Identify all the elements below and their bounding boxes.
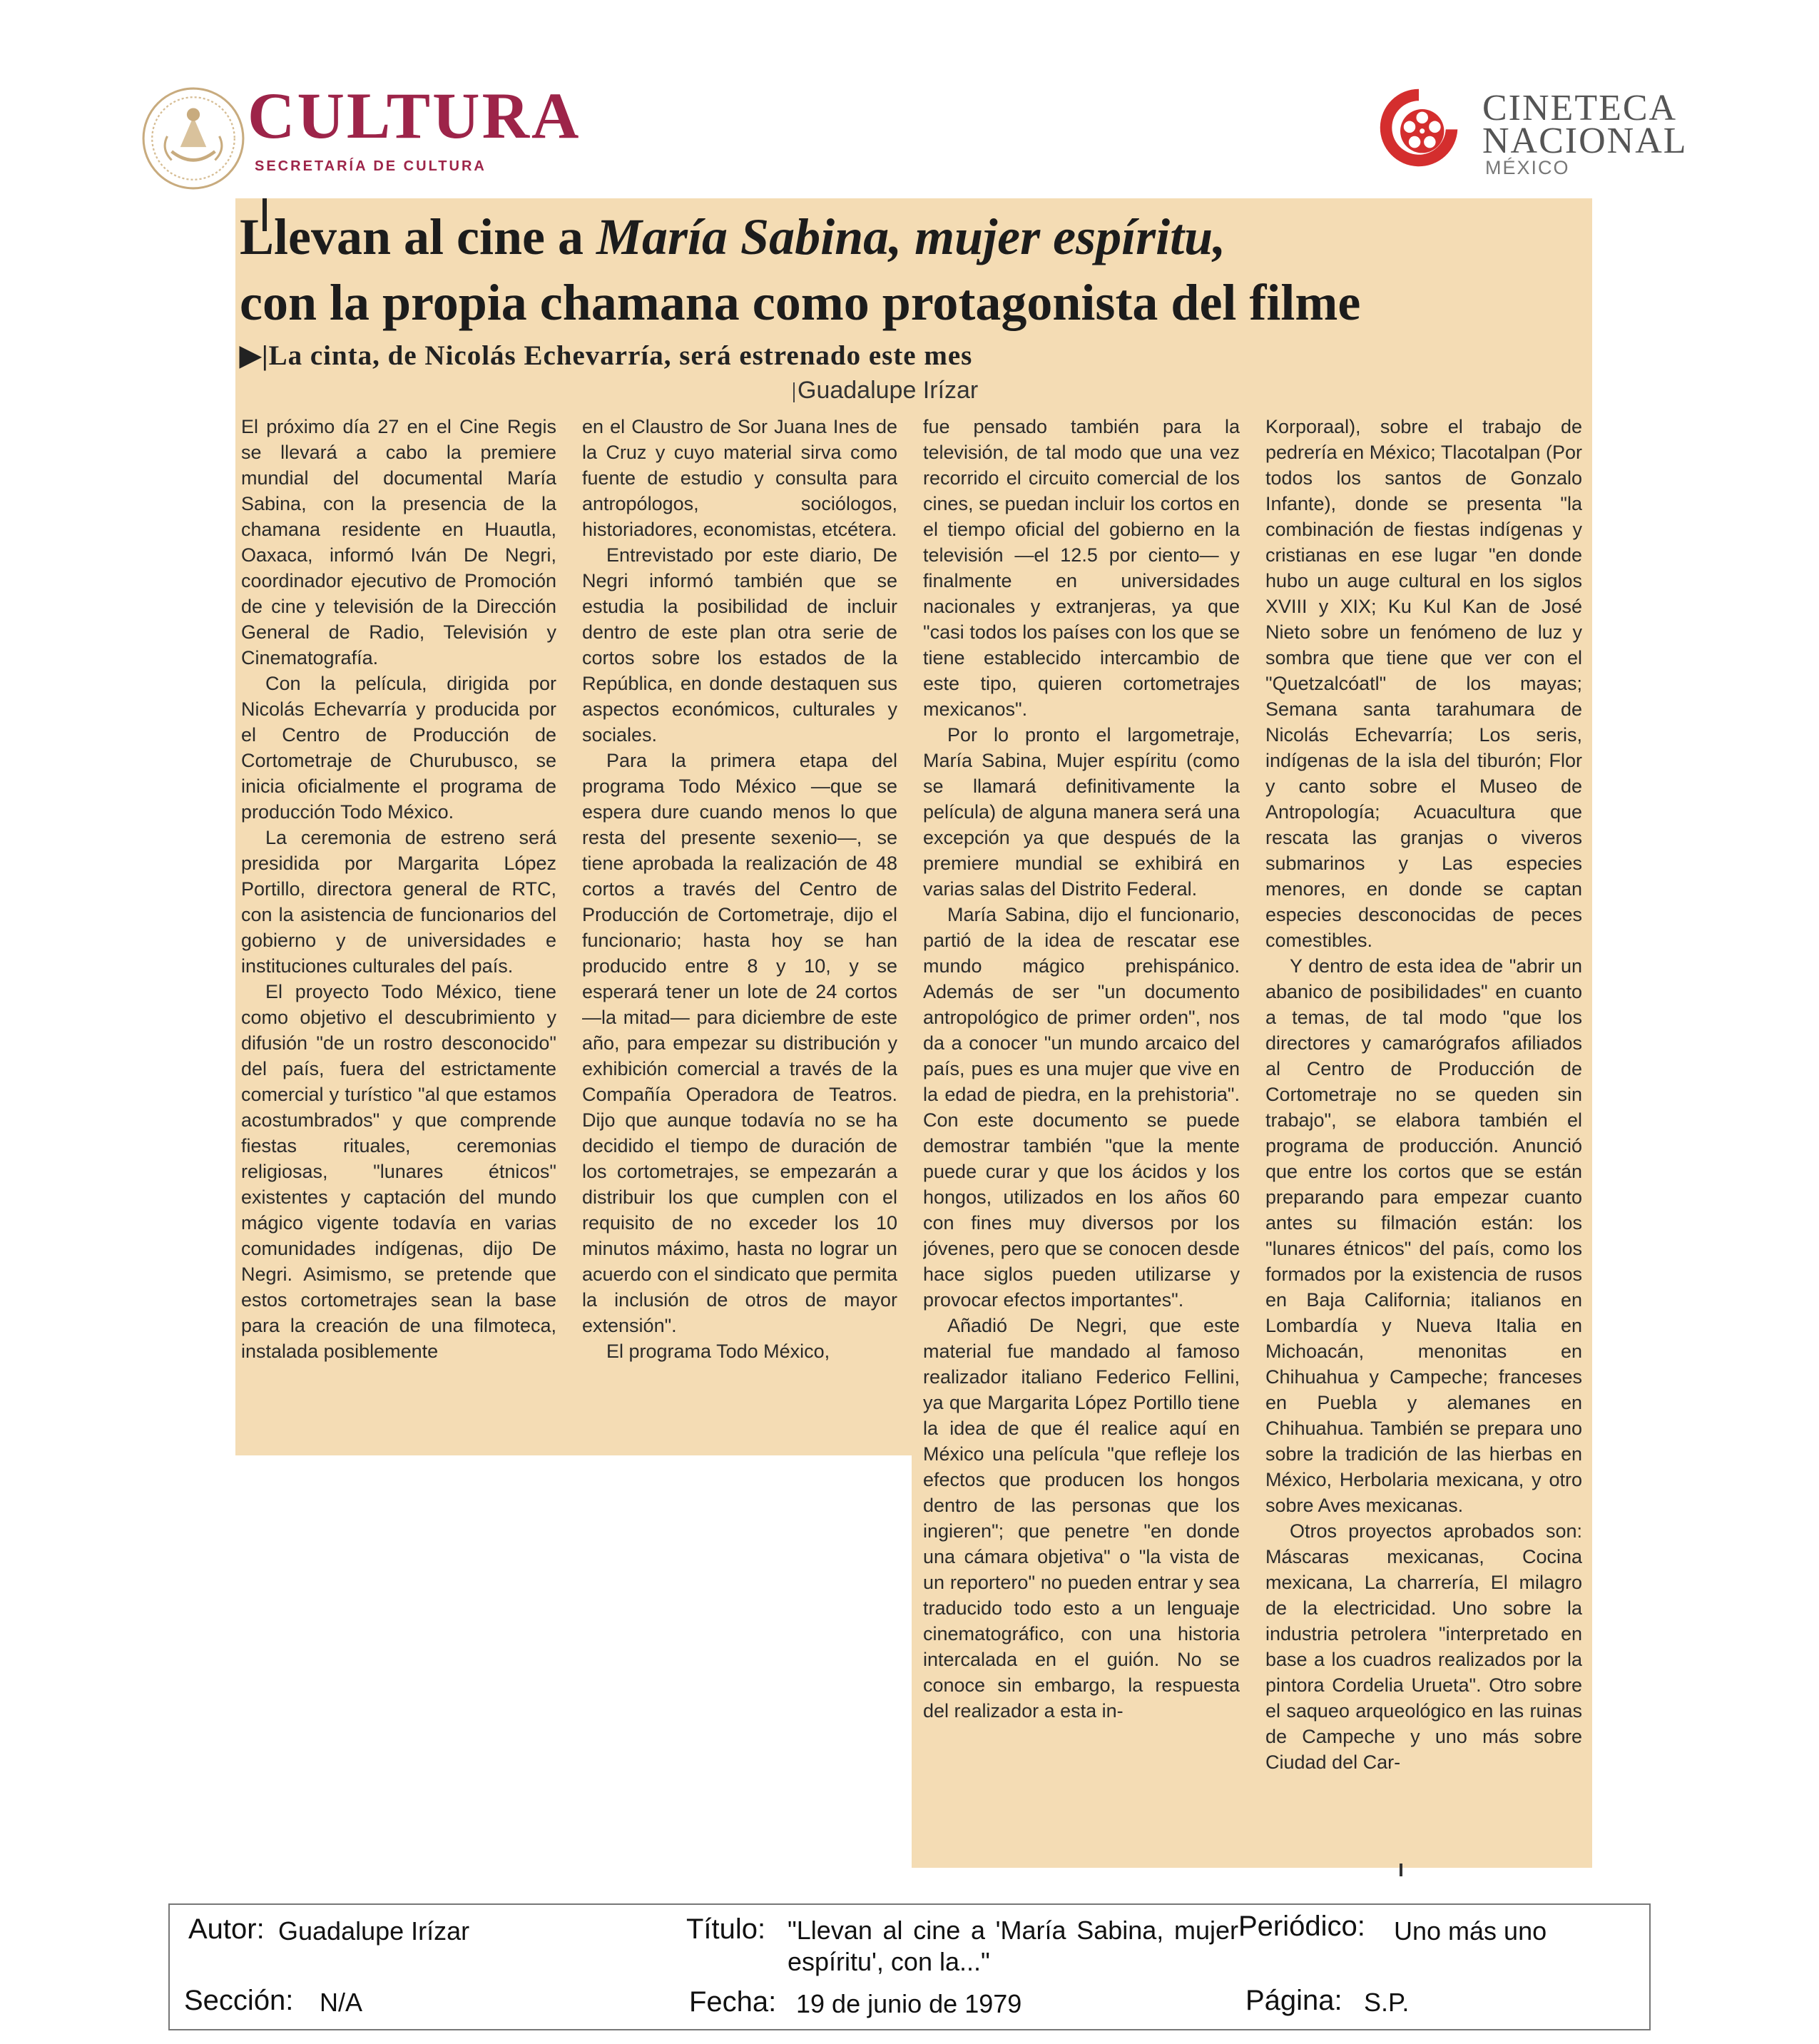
cineteca-line2: NACIONAL [1482,121,1688,161]
article-column-2 [582,414,897,1455]
paragraph: Añadió De Negri, que este material fue mandado al famoso realizador italiano Federico Fellini, ya que Margarita López Portillo tiene la idea de que él realice aquí en México una película "que refleje los efectos que producen los hongos dentro de las personas que los ingieren"; que penetre "en donde una cámara objetiva" o "la vista de un reportero" no pueden entrar y sea traducido todo esto a un lenguaje cinematográfico, con una historia intercalada en el guión. No se conoce sin embargo, la respuesta del realizador a esta in- [923,1315,1240,1722]
titulo-label: Título: [686,1913,766,1945]
paragraph: fue pensado también para la televisión, de tal modo que una vez recorrido el circuito comercial de los cines, se puedan incluir los cortos en el tiempo oficial del gobierno en la televisión —el 12.5 por ciento— y finalmente en universidades nacionales y extranjeras, ya que "casi todos los países con los que se tiene establecido intercambio de este tipo, quieren cortometrajes mexicanos". [923,416,1240,720]
cultura-logo [139,78,624,185]
paragraph: El proyecto Todo México, tiene como objetivo el descubrimiento y difusión "de un rostro desconocido" del país, fuera del estrictamente comercial y turístico "al que estamos acostumbrados" y que comprende fiestas rituales, ceremonias religiosas, "lunares étnicos" existentes y captación del mundo mágico vigente todavía en varias comunidades indígenas, dijo De Negri. Asimismo, se pretende que estos cortometrajes sean la base para la creación de una filmoteca, instalada posiblemente [241,981,556,1362]
paragraph: Korporaal), sobre el trabajo de pedrería en México; Tlacotalpan (Por todos los santos de Gonzalo Infante), donde se presenta "la combinación de fiestas indígenas y cristianas en ese lugar "en donde hubo un auge cultural en los siglos XVIII y XIX; Ku Kul Kan de José Nieto sobre un fenómeno de luz y sombra que tiene que ver con el "Quetzalcóatl" de los mayas; Semana santa tarahumara de Nicolás Echevarría; Los seris, indígenas de la isla del tiburón; Flor y canto sobre el Museo de Antropología; Acuacultura que rescata las granjas o viveros submarinos y Las especies menores, en donde se captan especies desconocidas de peces comestibles. [1265,416,1582,951]
periodico-label: Periódico: [1238,1911,1365,1942]
headline-line2: con la propia chamana como protagonista del filme [240,274,1361,331]
paragraph: Por lo pronto el largometraje, María Sabina, Mujer espíritu (como se llamará definitivamente la película) de alguna manera será una excepción ya que después de la premiere mundial se exhibirá en varias salas del Distrito Federal. [923,724,1240,900]
seccion-label: Sección: [184,1985,294,2016]
titulo-value: "Llevan al cine a 'María Sabina, mujer espíritu', con la..." [788,1916,1238,1976]
byline: Guadalupe Irízar [798,377,979,404]
film-reel-icon [1377,86,1461,170]
paragraph: El programa Todo México, [606,1341,830,1362]
paragraph: Y dentro de esta idea de "abrir un abanico de posibilidades" en cuanto a temas, de tal modo "que los directores y camarógrafos afiliados al Centro de Producción de Cortometraje no se queden sin trabajo", se elabora también el programa de producción. Anunció que entre los cortos que se están preparando para empezar cuanto antes su filmación están: los "lunares étnicos" del país, como los formados por la existencia de rusos en Baja California; italianos en Lombardía y Nueva Italia en Michoacán, menonitas en Chihuahua y Campeche; franceses en Puebla y alemanes en Chihuahua. También se prepara uno sobre la tradición de las hierbas en México, Herbolaria mexicana, y otro sobre Aves mexicanas. [1265,955,1582,1516]
cultura-wordmark: CULTURA [248,79,581,152]
headline-line1: Llevan al cine a María Sabina, mujer espíritu, [240,208,1226,265]
article-column-1 [241,414,556,1448]
cineteca-logo [1377,86,1698,178]
seal-icon [139,84,248,193]
paragraph: Entrevistado por este diario, De Negri informó también que se estudia la posibilidad de incluir dentro de este plan otra serie de cortos sobre los estados de la República, en donde destaquen sus aspectos económicos, culturales y sociales. [582,544,897,746]
autor-value: Guadalupe Irízar [278,1916,470,1946]
cineteca-line1: CINETECA [1482,88,1678,128]
periodico-value: Uno más uno [1394,1916,1547,1946]
metadata-box [168,1903,1651,2030]
paragraph: Con la película, dirigida por Nicolás Echevarría y producida por el Centro de Producción de Cortometraje de Churubusco, se inicia oficialmente el programa de producción Todo México. [241,673,556,823]
paragraph: María Sabina, dijo el funcionario, partió de la idea de rescatar ese mundo mágico prehispánico. Además de ser "un documento antropológico de primer orden", nos da a conocer "un mundo arcaico del país, pues es una mujer que vive en la edad de piedra, en la prehistoria". Con este documento se puede demostrar también "que la mente puede curar y que los ácidos y los hongos, utilizados en los años 60 con fines muy diversos por los jóvenes, pero que se conocen desde hace siglos pueden utilizarse y provocar efectos importantes". [923,904,1240,1311]
autor-label: Autor: [188,1913,265,1945]
fecha-value: 19 de junio de 1979 [796,1989,1022,2018]
article-column-4 [1265,414,1582,1862]
pagina-label: Página: [1245,1985,1342,2016]
clipping-end-mark [1400,1864,1402,1876]
cineteca-country: MÉXICO [1485,157,1570,178]
byline-rule [793,382,795,402]
paragraph: Otros proyectos aprobados son: Máscaras mexicanas, Cocina mexicana, La charrería, El milagro de la electricidad. Uno sobre la industria petrolera "interpretado en base a los cuadros realizados por la pintora Cordelia Urueta". Otro sobre el saqueo arqueológico en las ruinas de Campeche y uno más sobre Ciudad del Car- [1265,1520,1582,1773]
pagina-value: S.P. [1364,1988,1410,2017]
article-column-3 [923,414,1240,1862]
seccion-value: N/A [320,1988,363,2017]
paragraph: El próximo día 27 en el Cine Regis se llevará a cabo la premiere mundial del documental María Sabina, con la presencia de la chamana residente en Huautla, Oaxaca, informó Iván De Negri, coordinador ejecutivo de Promoción de cine y televisión de la Dirección General de Radio, Televisión y Cinematografía. [241,416,556,668]
fecha-label: Fecha: [689,1986,777,2018]
paragraph: en el Claustro de Sor Juana Ines de la Cruz y cuyo material sirva como fuente de estudio y consulta para antropólogos, sociólogos, historiadores, economistas, etcétera. [582,416,897,540]
paragraph: Para la primera etapa del programa Todo México —que se espera dure cuando menos lo que resta del presente sexenio—, se tiene aprobada la realización de 48 cortos a través del Centro de Producción de Cortometraje, dijo el funcionario; hasta hoy se han producido entre 8 y 10, y se esperará tener un lote de 24 cortos —la mitad— para diciembre de este año, para empezar su distribución y exhibición comercial a través de la Compañía Operadora de Teatros. Dijo que aunque todavía no se ha decidido el tiempo de duración de los cortometrajes, se empezarán a distribuir los que cumplen con el requisito de no exceder los 10 minutos máximo, hasta no lograr un acuerdo con el sindicato que permita la inclusión de otros de mayor extensión". [582,750,897,1336]
paragraph: La ceremonia de estreno será presidida por Margarita López Portillo, directora general de RTC, con la asistencia de funcionarios del gobierno y de universidades e instituciones culturales del país. [241,827,556,977]
cultura-subtitle: SECRETARÍA DE CULTURA [255,158,486,174]
deck-subheadline: ▶|La cinta, de Nicolás Echevarría, será estrenado este mes [240,340,973,371]
